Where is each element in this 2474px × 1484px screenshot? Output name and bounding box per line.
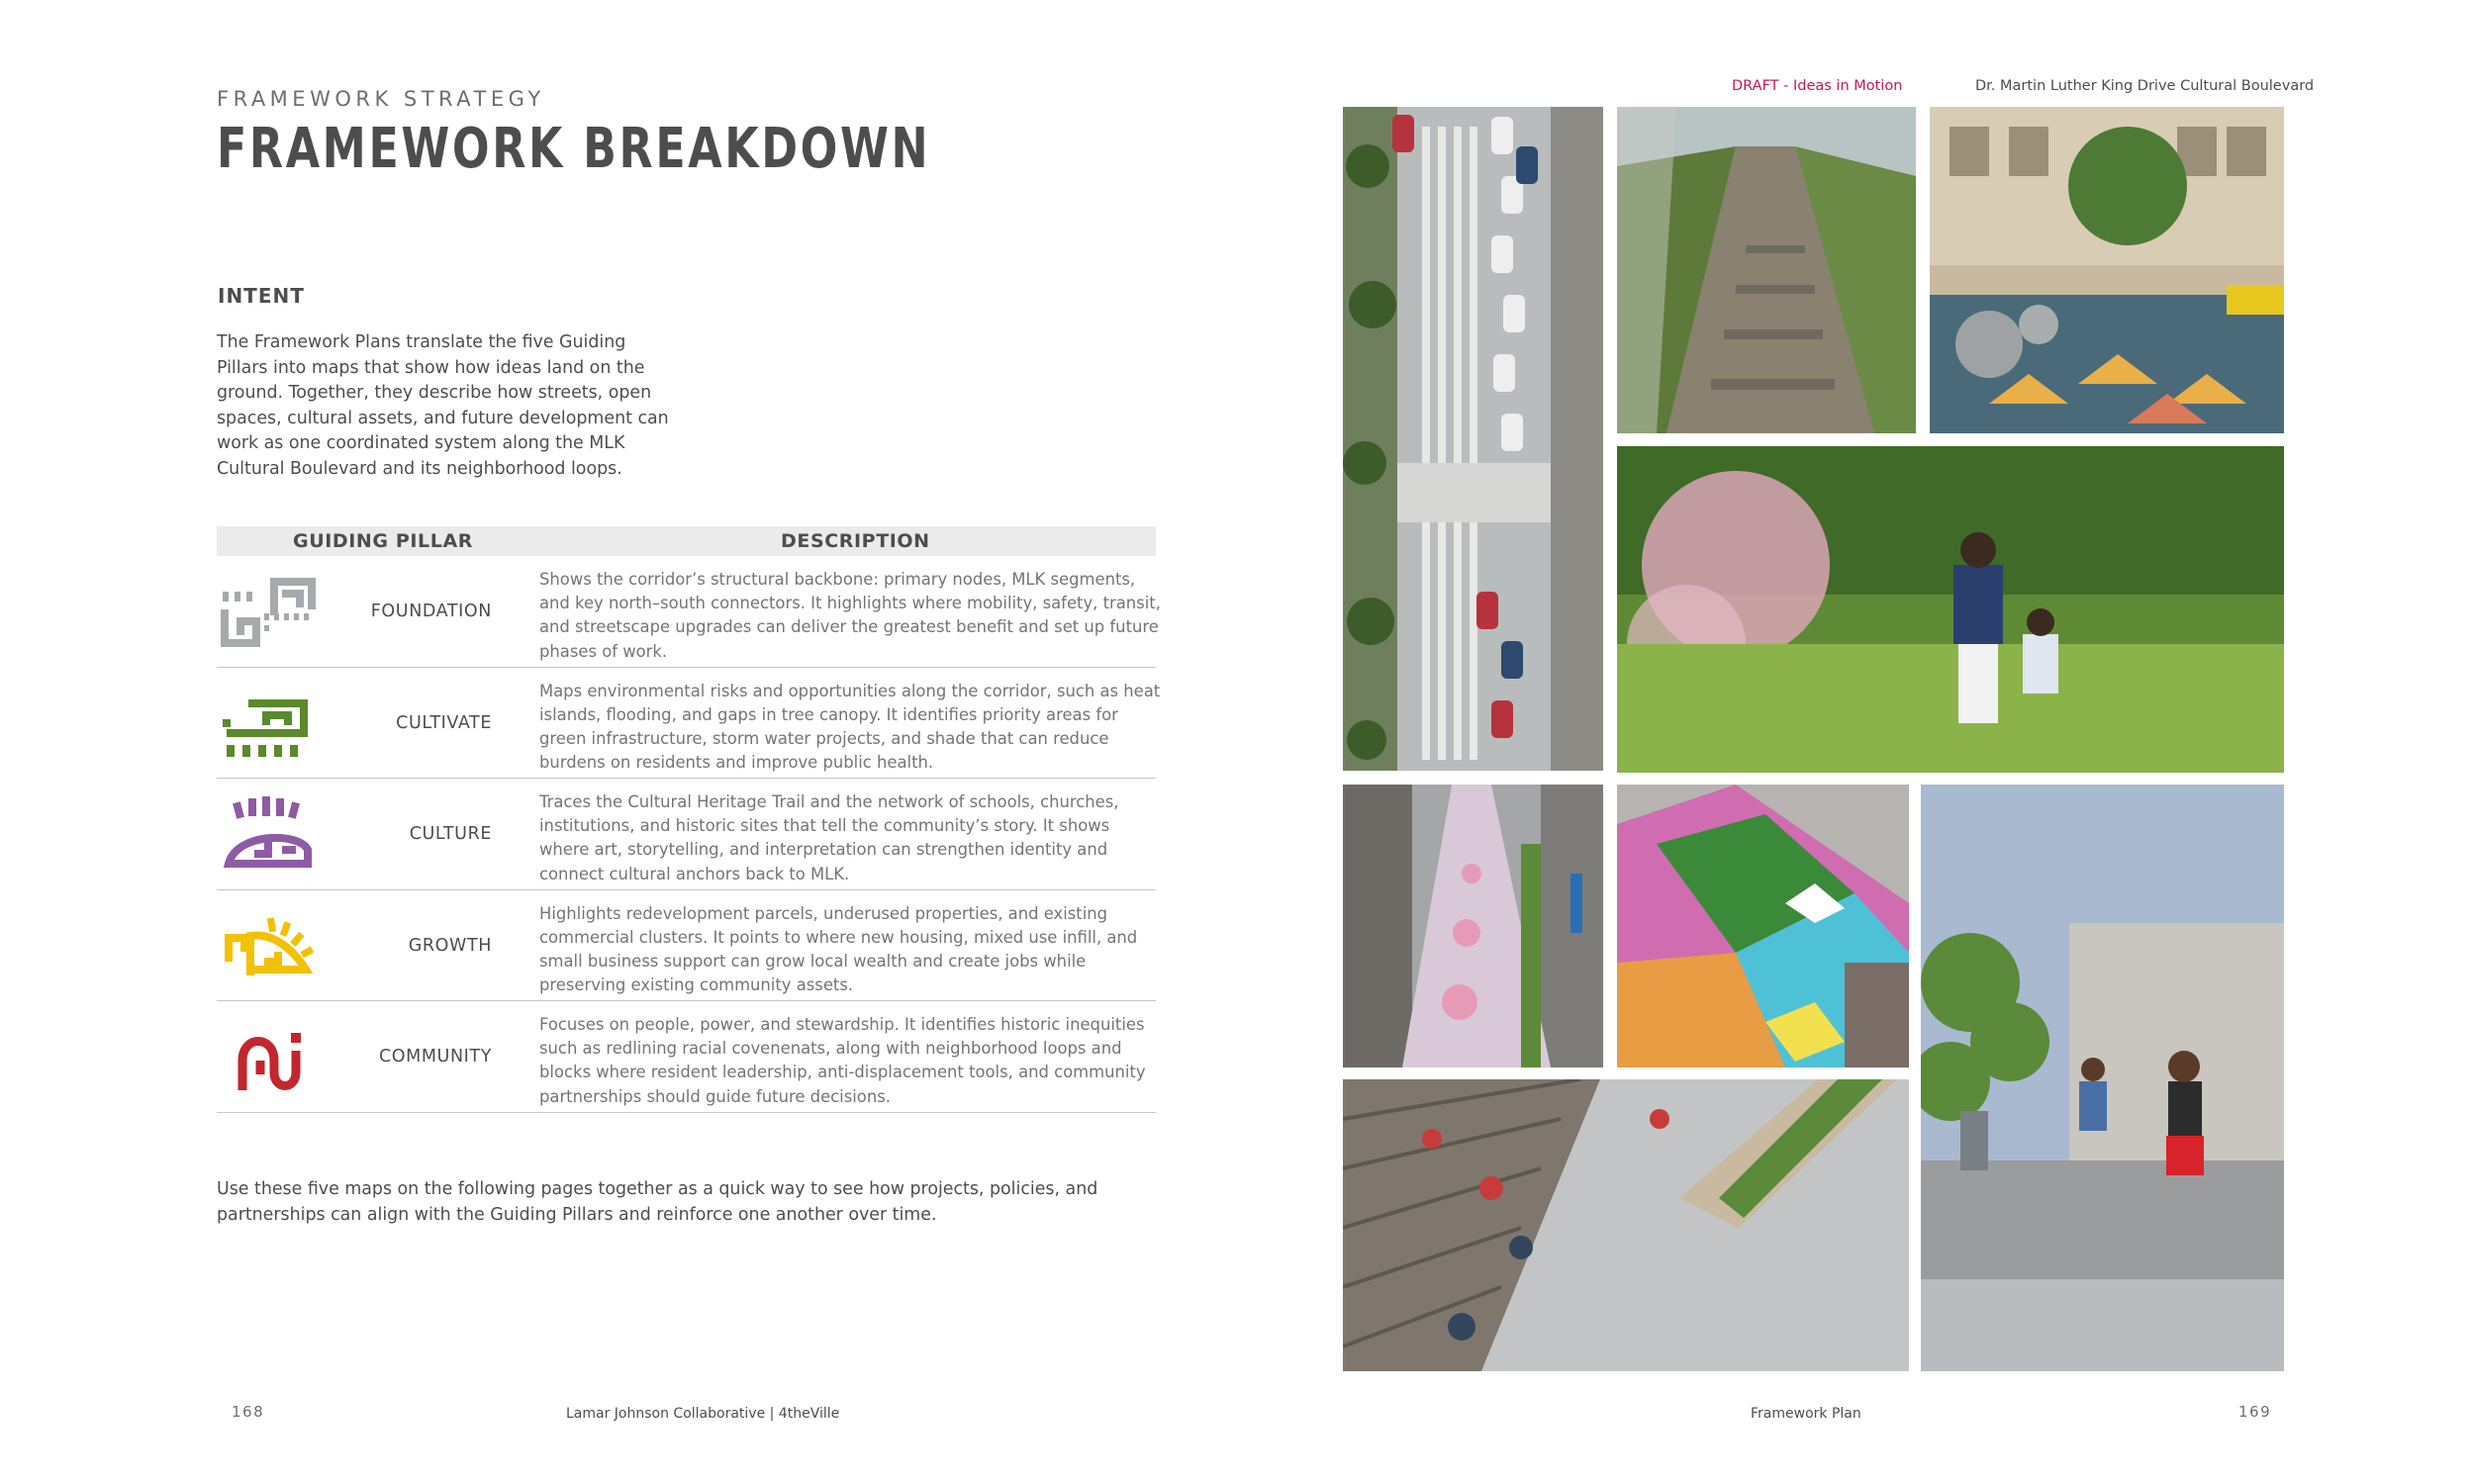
table-row-culture: [217, 779, 1156, 890]
header-guiding-pillar: GUIDING PILLAR: [293, 530, 473, 552]
community-icon: [217, 1015, 320, 1098]
wooden-steps-photo: [1343, 1079, 1909, 1371]
running-header: Dr. Martin Luther King Drive Cultural Boulevard: [1975, 78, 2315, 94]
cultivate-icon: [217, 682, 320, 765]
intent-heading: INTENT: [218, 284, 305, 308]
splash-pad-photo: [1921, 785, 2284, 1371]
stream-walkway-photo: [1617, 107, 1916, 433]
pillar-description: Focuses on people, power, and stewardship. It identifies historic inequities such as redlining racial covenenats, along with neighborhood loops and blocks where resident leadership, anti-displacement tools, and community partnerships should guide future decisions.: [539, 1015, 1146, 1106]
guiding-pillars-table: [217, 526, 1161, 1113]
left-page-number: 168: [232, 1403, 265, 1421]
painted-street-photo: [1343, 785, 1603, 1067]
pillar-name: GROWTH: [408, 935, 492, 956]
plaza-spheres-photo: [1930, 107, 2284, 433]
header-description: DESCRIPTION: [781, 530, 930, 552]
draft-label: DRAFT - Ideas in Motion: [1732, 78, 1903, 94]
pillar-name: CULTURE: [409, 824, 492, 844]
right-footer-section: Framework Plan: [1751, 1406, 1861, 1422]
page-title: FRAMEWORK BREAKDOWN: [217, 117, 931, 181]
table-row-growth: [217, 890, 1156, 1002]
pillar-description: Shows the corridor’s structural backbone: primary nodes, MLK segments, and key north–south connectors. It highlights where mobility, safety, transit, and streetscape upgrades can deliver the greatest benefit and set up future phases of work.: [539, 570, 1161, 661]
pillar-description: Traces the Cultural Heritage Trail and the network of schools, churches, institutions, and historic sites that tell the community’s story. It shows where art, storytelling, and interpretation can strengthen identity and connect cultural anchors back to MLK.: [539, 792, 1119, 883]
closing-paragraph: Use these five maps on the following pages together as a quick way to see how projects, policies, and partnerships can align with the Guiding Pillars and reinforce one another over time.: [217, 1179, 1098, 1225]
foundation-icon: [217, 570, 320, 653]
right-page-number: 169: [2238, 1403, 2272, 1421]
table-row-foundation: [217, 556, 1161, 668]
intent-paragraph: The Framework Plans translate the five Guiding Pillars into maps that show how ideas land on the ground. Together, they describe how streets, open spaces, cultural assets, and future development can work as one coordinated system along the MLK Cultural Boulevard and its neighborhood loops.: [217, 332, 669, 479]
table-header: [217, 526, 1156, 556]
pillar-description: Highlights redevelopment parcels, underused properties, and existing commercial clusters. It points to where new housing, mixed use infill, and small business support can grow local wealth and create jobs while preserving existing community assets.: [539, 903, 1138, 995]
pillar-name: COMMUNITY: [378, 1047, 492, 1067]
meadow-family-photo: [1617, 446, 2284, 773]
left-footer-credit: Lamar Johnson Collaborative | 4theVille: [566, 1406, 840, 1422]
colorful-plaza-aerial-photo: [1617, 785, 1909, 1067]
aerial-street-photo: [1343, 107, 1603, 771]
table-row-community: [217, 1001, 1156, 1113]
growth-icon: [217, 904, 320, 987]
section-kicker: FRAMEWORK STRATEGY: [217, 87, 545, 111]
pillar-name: CULTIVATE: [396, 712, 492, 733]
table-row-cultivate: [217, 668, 1161, 780]
culture-icon: [217, 792, 320, 876]
pillar-name: FOUNDATION: [370, 602, 492, 621]
pillar-description: Maps environmental risks and opportunities along the corridor, such as heat islands, flooding, and gaps in tree canopy. It identifies priority areas for green infrastructure, storm water projects, and shade that can reduce burdens on residents and improve public health.: [539, 681, 1161, 773]
